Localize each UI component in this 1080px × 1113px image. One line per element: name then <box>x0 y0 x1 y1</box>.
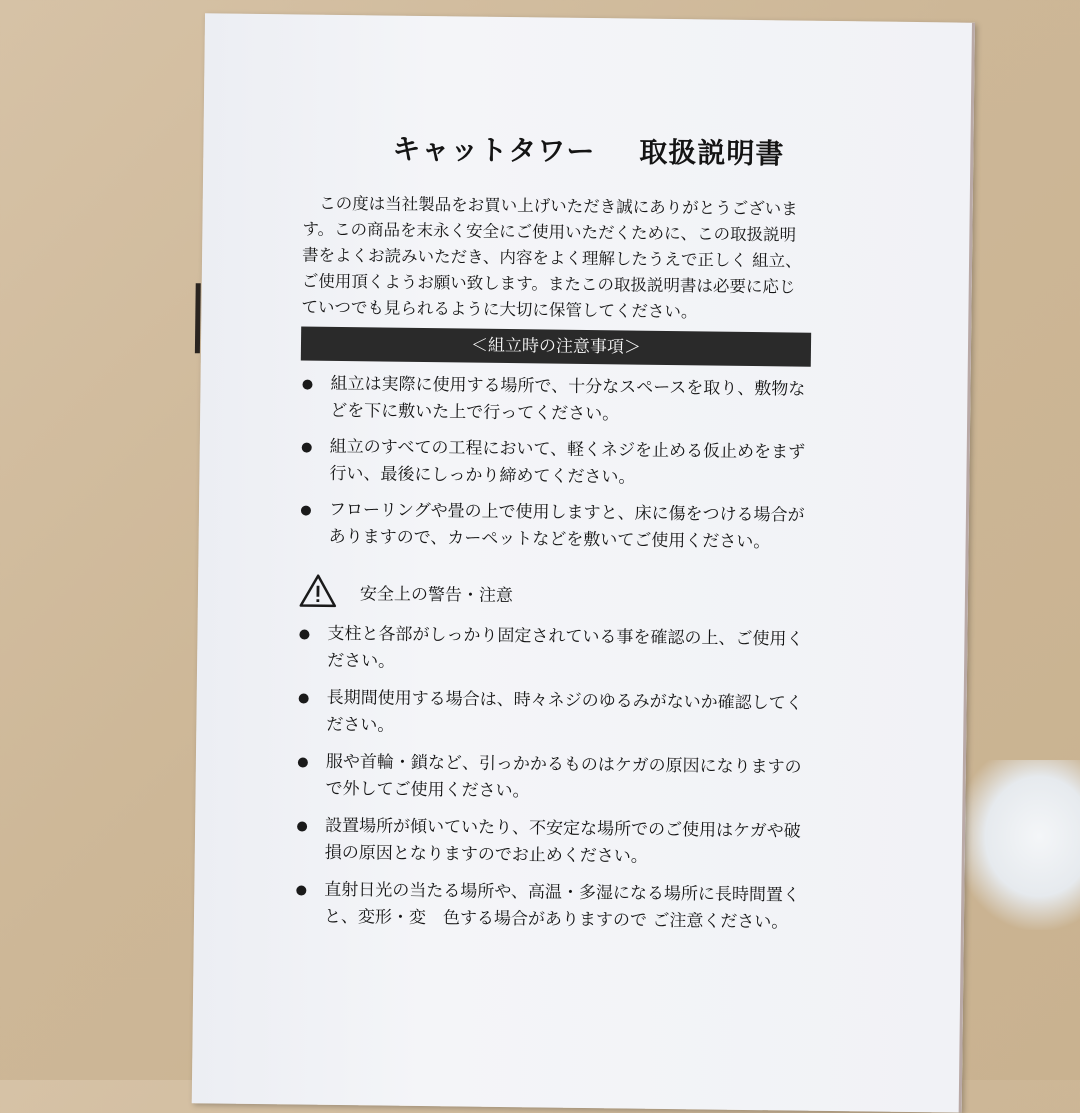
bullet-icon <box>301 506 311 516</box>
assembly-heading: ＜組立時の注意事項＞ <box>301 326 811 366</box>
bullet-icon <box>296 885 306 895</box>
item-line: ありますので、カーペットなどを敷いてご使用ください。 <box>328 526 771 553</box>
item-line: 行い、最後にしっかり締めてください。 <box>329 463 636 488</box>
item-line: 支柱と各部がしっかり固定されている事を確認の上、ご使用く <box>327 623 804 650</box>
list-item <box>327 621 868 682</box>
item-line: 直射日光の当たる場所や、高温・多湿になる場所に長時間置く <box>324 879 801 906</box>
item-line: で外してご使用ください。 <box>325 778 530 802</box>
intro-line: 書をよくお読みいただき、内容をよく理解したうえで正しく 組立、 <box>301 245 802 271</box>
warning-triangle-icon <box>298 572 338 608</box>
page-title <box>203 125 973 174</box>
title-doc: 取扱説明書 <box>639 135 785 171</box>
item-line: 設置場所が傾いていたり、不安定な場所でのご使用はケガや破 <box>324 815 801 842</box>
list-item <box>330 371 851 431</box>
bullet-icon <box>298 757 308 767</box>
bullet-icon <box>302 380 312 390</box>
item-line: 服や首輪・鎖など、引っかかるものはケガの原因になりますの <box>325 751 802 778</box>
item-line: 組立のすべての工程において、軽くネジを止める仮止めをまず <box>329 436 806 463</box>
intro-line: この度は当社製品をお買い上げいただき誠にありがとうございま <box>302 193 798 219</box>
safety-heading-label: 安全上の警告・注意 <box>359 583 514 606</box>
item-line: 長期間使用する場合は、時々ネジのゆるみがないか確認してく <box>326 687 803 714</box>
bullet-icon <box>297 821 307 831</box>
list-item <box>325 813 866 874</box>
intro-line: ご使用頂くようお願い致します。またこの取扱説明書は必要に応じ <box>301 271 796 297</box>
title-product: キャットタワー <box>392 132 596 169</box>
intro-line: ていつでも見られるように大切に保管してください。 <box>301 297 698 322</box>
manual-page <box>192 13 975 1112</box>
assembly-list <box>328 371 850 566</box>
list-item <box>325 749 866 810</box>
bullet-icon <box>299 693 309 703</box>
safety-list <box>324 621 868 948</box>
list-item <box>328 497 849 557</box>
item-line: フローリングや畳の上で使用しますと、床に傷をつける場合が <box>328 499 805 526</box>
bullet-icon <box>302 443 312 453</box>
intro-line: す。この商品を末永く安全にご使用いただくために、この取扱説明 <box>302 219 797 245</box>
bullet-icon <box>299 629 309 639</box>
item-line: ださい。 <box>327 650 396 672</box>
list-item <box>326 685 867 746</box>
item-line: どを下に敷いた上で行ってください。 <box>330 400 620 425</box>
list-item <box>324 877 865 938</box>
binding-edge <box>195 283 201 353</box>
intro-paragraph <box>301 191 843 328</box>
safety-heading <box>298 572 513 611</box>
list-item <box>329 434 850 494</box>
item-line: と、変形・変 色する場合がありますので ご注意ください。 <box>323 906 789 933</box>
item-line: ださい。 <box>326 714 395 736</box>
item-line: 組立は実際に使用する場所で、十分なスペースを取り、敷物な <box>330 373 806 400</box>
item-line: 損の原因となりますのでお止めください。 <box>324 842 648 867</box>
fluffy-fabric <box>955 760 1080 930</box>
